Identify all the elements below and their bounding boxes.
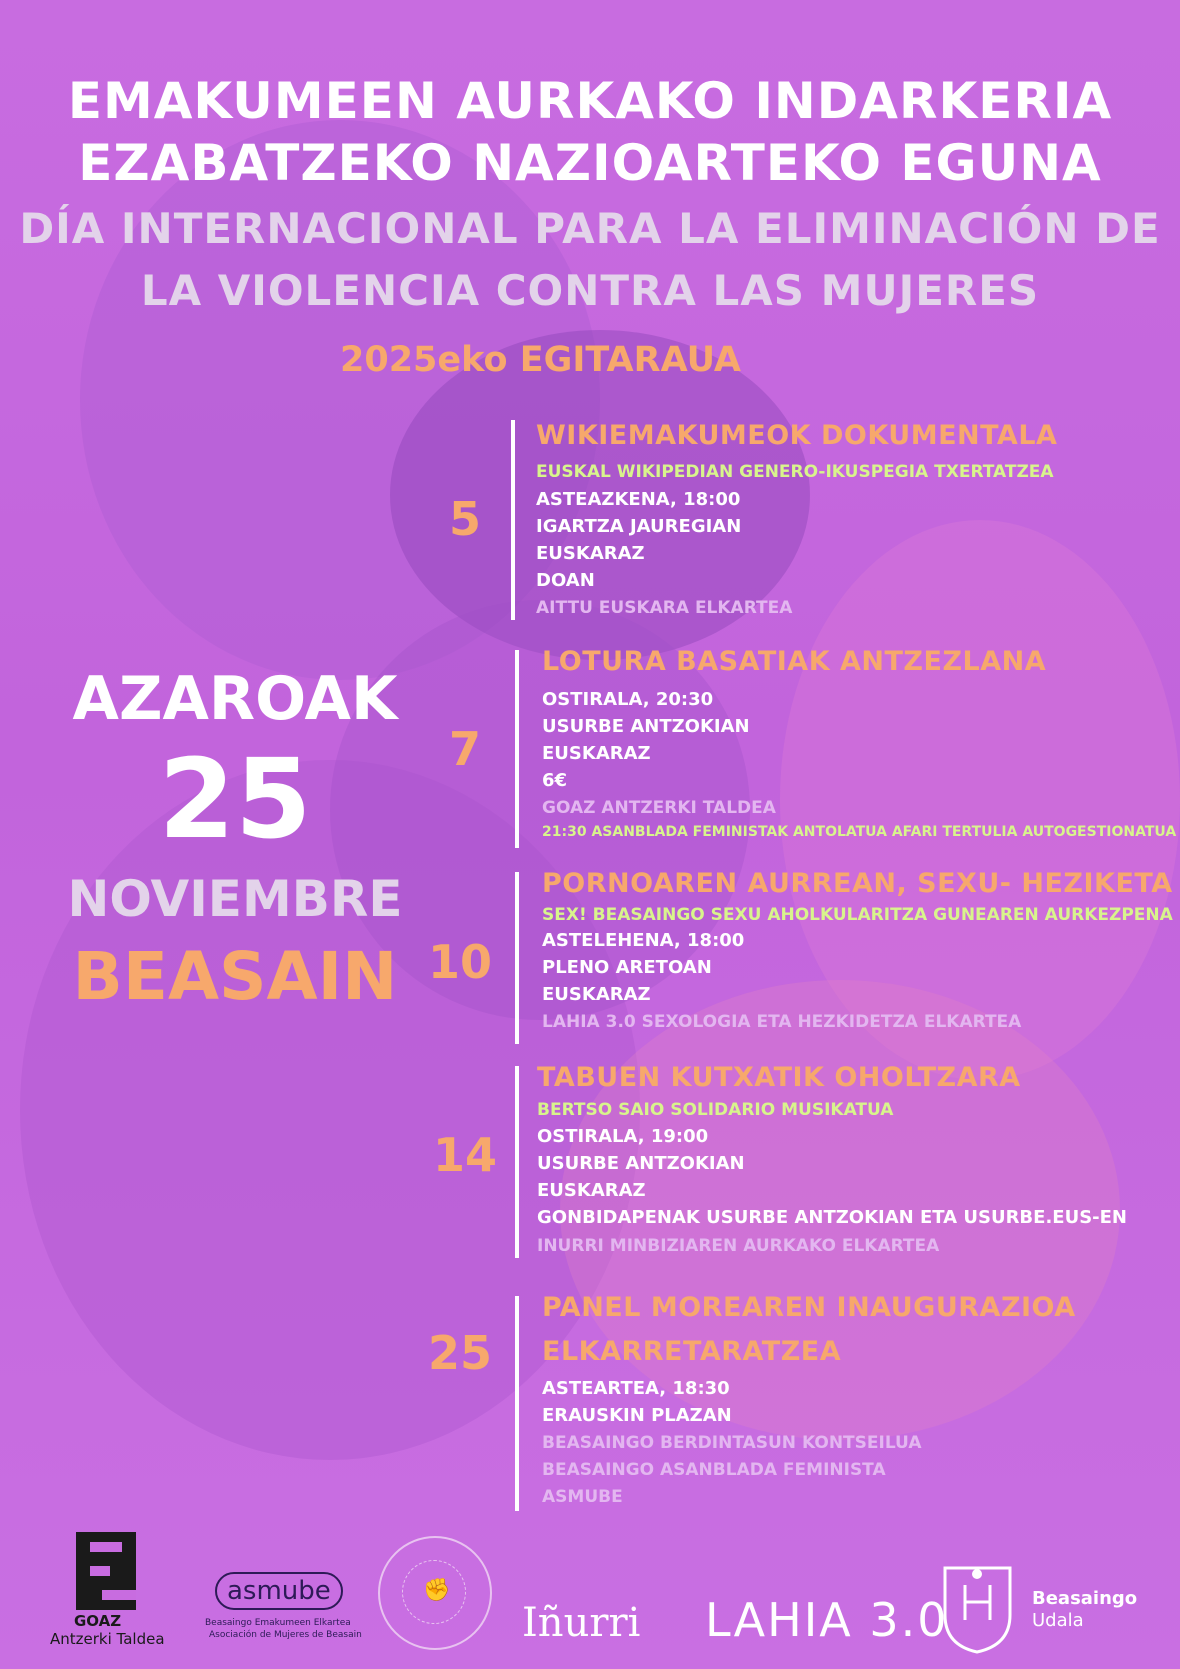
asmube-name: asmube	[215, 1572, 343, 1610]
event-where: USURBE ANTZOKIAN	[537, 1153, 745, 1174]
title-eu-line1: EMAKUMEEN AURKAKO INDARKERIA	[67, 72, 1113, 130]
beasain-udala-sub: Udala	[1032, 1610, 1084, 1631]
event-organizer: GOAZ ANTZERKI TALDEA	[542, 798, 776, 818]
event-title: WIKIEMAKUMEOK DOKUMENTALA	[536, 420, 1058, 451]
title-eu-line2: EZABATZEKO NAZIOARTEKO EGUNA	[78, 134, 1102, 192]
event-language: EUSKARAZ	[542, 984, 651, 1005]
event-when: OSTIRALA, 19:00	[537, 1126, 709, 1147]
goaz-name: GOAZ	[74, 1612, 122, 1630]
event-divider	[515, 1296, 519, 1511]
program-heading: 2025eko EGITARAUA	[340, 340, 742, 380]
event-when: ASTELEHENA, 18:00	[542, 930, 745, 951]
event-divider	[511, 420, 515, 620]
asmube-logo	[205, 1572, 365, 1650]
event-day-5: 5	[448, 492, 481, 546]
event-day-14: 14	[432, 1128, 497, 1182]
event-day-10: 10	[427, 935, 492, 989]
event-title-line2: ELKARRETARATZEA	[542, 1336, 842, 1367]
date-town: BEASAIN	[72, 938, 398, 1015]
event-note: 21:30 ASANBLADA FEMINISTAK ANTOLATUA AFARI TERTULIA AUTOGESTIONATUA	[542, 824, 1177, 840]
event-divider	[515, 1066, 519, 1258]
title-es-line1: DÍA INTERNACIONAL PARA LA ELIMINACIÓN DE	[19, 204, 1161, 253]
event-where: ERAUSKIN PLAZAN	[542, 1405, 732, 1426]
event-price: 6€	[542, 770, 568, 791]
event-subtitle: EUSKAL WIKIPEDIAN GENERO-IKUSPEGIA TXERTATZEA	[536, 462, 1054, 482]
event-divider	[515, 650, 519, 848]
event-organizer: BEASAINGO ASANBLADA FEMINISTA	[542, 1460, 886, 1480]
inurri-logo: Iñurri	[522, 1600, 641, 1646]
beasain-coat-of-arms-icon	[935, 1560, 1020, 1655]
event-subtitle: BERTSO SAIO SOLIDARIO MUSIKATUA	[537, 1100, 894, 1120]
event-day-25: 25	[427, 1326, 492, 1380]
event-organizer: LAHIA 3.0 SEXOLOGIA ETA HEZKIDETZA ELKARTEA	[542, 1012, 1022, 1032]
event-when: OSTIRALA, 20:30	[542, 689, 714, 710]
event-divider	[515, 872, 519, 1044]
event-organizer: BEASAINGO BERDINTASUN KONTSEILUA	[542, 1433, 922, 1453]
beasain-udala-name: Beasaingo	[1032, 1588, 1138, 1609]
event-organizer: AITTU EUSKARA ELKARTEA	[536, 598, 793, 618]
event-language: EUSKARAZ	[542, 743, 651, 764]
asmube-sub-es: Asociación de Mujeres de Beasain	[209, 1630, 362, 1640]
event-title: TABUEN KUTXATIK OHOLTZARA	[537, 1062, 1021, 1093]
event-day-7: 7	[448, 722, 481, 776]
event-subtitle: SEX! BEASAINGO SEXU AHOLKULARITZA GUNEAREN AURKEZPENA	[542, 905, 1173, 925]
event-where: IGARTZA JAUREGIAN	[536, 516, 742, 537]
goaz-mark-icon	[76, 1532, 136, 1610]
event-tickets: GONBIDAPENAK USURBE ANTZOKIAN ETA USURBE.EUS-EN	[537, 1207, 1127, 1228]
title-es-line2: LA VIOLENCIA CONTRA LAS MUJERES	[140, 266, 1040, 315]
asanblada-feminista-seal	[378, 1536, 492, 1650]
date-day: 25	[158, 735, 312, 863]
event-title: PANEL MOREAREN INAUGURAZIOA	[542, 1292, 1076, 1323]
event-organizer: INURRI MINBIZIAREN AURKAKO ELKARTEA	[537, 1236, 940, 1256]
goaz-logo	[50, 1530, 170, 1652]
event-when: ASTEARTEA, 18:30	[542, 1378, 730, 1399]
date-month-eu: AZAROAK	[72, 664, 398, 734]
event-when: ASTEAZKENA, 18:00	[536, 489, 741, 510]
event-title: LOTURA BASATIAK ANTZEZLANA	[542, 646, 1047, 677]
goaz-sub: Antzerki Taldea	[50, 1630, 165, 1648]
event-where: USURBE ANTZOKIAN	[542, 716, 750, 737]
event-price: DOAN	[536, 570, 595, 591]
event-organizer: ASMUBE	[542, 1487, 623, 1507]
fist-icon: ✊	[423, 1578, 451, 1603]
event-language: EUSKARAZ	[537, 1180, 646, 1201]
event-title: PORNOAREN AURREAN, SEXU- HEZIKETA	[542, 868, 1173, 899]
asmube-sub-eu: Beasaingo Emakumeen Elkartea	[205, 1618, 351, 1628]
event-language: EUSKARAZ	[536, 543, 645, 564]
event-where: PLENO ARETOAN	[542, 957, 712, 978]
date-month-es: NOVIEMBRE	[67, 870, 403, 928]
lahia-logo: LAHIA 3.0	[705, 1593, 949, 1647]
